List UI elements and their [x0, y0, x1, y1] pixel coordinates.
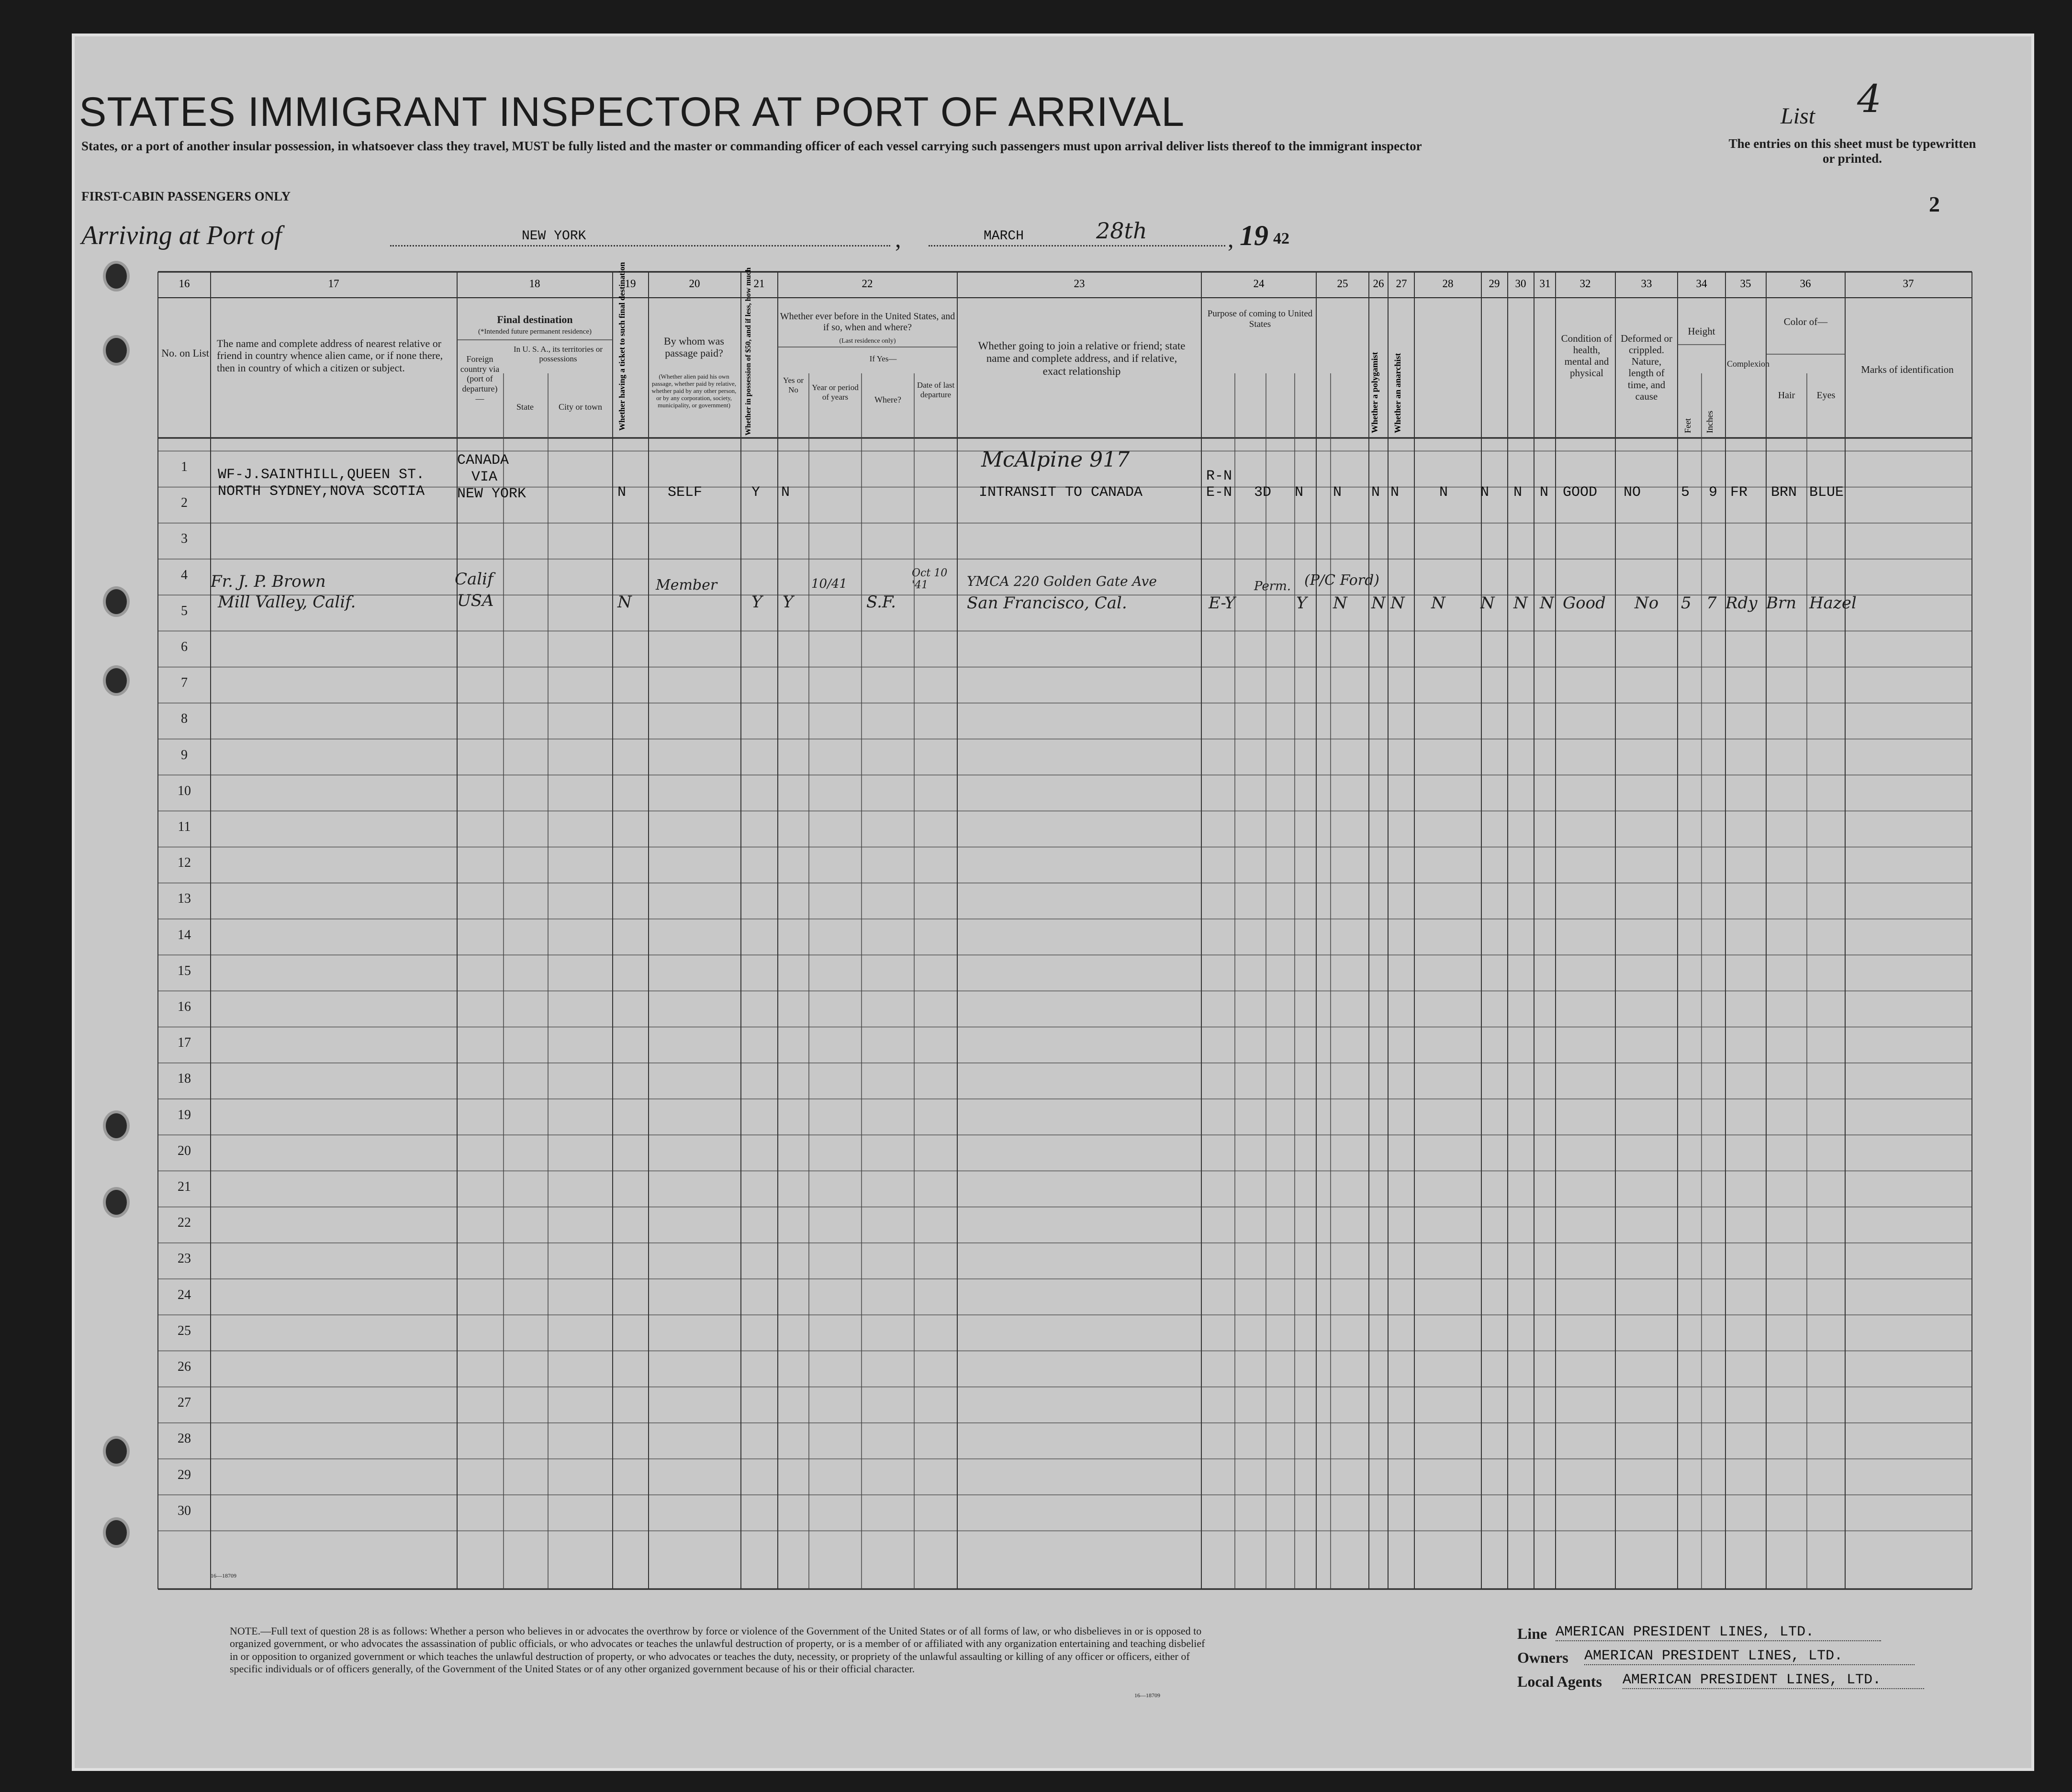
entry4-join-line2: San Francisco, Cal. [967, 594, 1127, 613]
owners-label: Owners [1517, 1649, 1568, 1666]
entry1-relative-line1: WF-J.SAINTHILL,QUEEN ST. [218, 467, 425, 483]
entry4-where: S.F. [866, 593, 896, 612]
punch-hole [103, 335, 130, 366]
entry4-complexion: Rdy [1725, 594, 1758, 613]
punch-hole [103, 1187, 130, 1218]
entry4-hair: Brn [1766, 594, 1797, 613]
column-number: 19 [625, 278, 636, 290]
header-yes-no: Yes or No [783, 376, 804, 394]
entry1-eyes: BLUE [1809, 484, 1844, 501]
entry4-ticket: N [617, 593, 632, 612]
header-date-last: Date of last departure [917, 381, 955, 399]
punch-hole [103, 665, 130, 696]
line-value: AMERICAN PRESIDENT LINES, LTD. [1556, 1624, 1881, 1641]
column-number: 25 [1337, 278, 1348, 290]
entry4-inches: 7 [1706, 594, 1717, 613]
row-number: 5 [181, 603, 188, 618]
entry1-before: N [781, 484, 790, 501]
row-number: 22 [178, 1215, 191, 1231]
header-passage-paid-note: (Whether alien paid his own passage, whether paid by relative, whether paid by any other person, or by any corporation, society, municipality, or government) [651, 373, 737, 409]
header-feet: Feet [1683, 418, 1692, 433]
column-number: 21 [753, 278, 765, 290]
line-label: Line [1517, 1625, 1547, 1642]
owners-value: AMERICAN PRESIDENT LINES, LTD. [1584, 1648, 1915, 1665]
entry1-c28: N [1439, 484, 1448, 501]
column-number: 26 [1373, 278, 1384, 290]
column-number: 23 [1074, 278, 1085, 290]
date-line [929, 245, 1225, 246]
entries-note: The entries on this sheet must be typewritten or printed. [1728, 136, 1976, 166]
column-number: 36 [1800, 278, 1811, 290]
header-eyes: Eyes [1816, 390, 1836, 401]
agents-label: Local Agents [1517, 1673, 1602, 1690]
header-anarchist: Whether an anarchist [1393, 353, 1402, 433]
header-foreign-country: Foreign country via (port of departure)— [460, 354, 500, 403]
header-ticket: Whether having a ticket to such final destination [617, 262, 627, 431]
row-number: 23 [178, 1251, 191, 1266]
punch-hole [103, 586, 130, 617]
header-deformed: Deformed or crippled. Nature, length of time, and cause [1621, 333, 1672, 402]
entry1-join: INTRANSIT TO CANADA [979, 484, 1143, 501]
row-number: 13 [178, 891, 191, 907]
column-number: 35 [1740, 278, 1751, 290]
punch-hole [103, 1110, 130, 1141]
row-number: 26 [178, 1359, 191, 1374]
row-number: 27 [178, 1395, 191, 1411]
entry1-annotation: McAlpine 917 [981, 448, 1130, 472]
entry4-paid-by: Member [656, 577, 717, 594]
punch-hole [103, 1517, 130, 1548]
page-title: STATES IMMIGRANT INSPECTOR AT PORT OF ARRIVAL [79, 89, 1185, 135]
header-polygamist: Whether a polygamist [1370, 352, 1379, 433]
header-health: Condition of health, mental and physical [1561, 333, 1613, 379]
row-number: 1 [181, 459, 188, 474]
list-number: 4 [1857, 77, 1882, 121]
entry1-dest-line1: CANADA [457, 452, 509, 469]
column-number: 28 [1442, 278, 1454, 290]
column-number: 34 [1696, 278, 1707, 290]
entry1-purpose-line1: R-N [1206, 468, 1232, 484]
row-number: 10 [178, 783, 191, 798]
class-line: FIRST-CABIN PASSENGERS ONLY [81, 189, 291, 203]
punch-hole [103, 261, 130, 291]
column-number: 16 [179, 278, 190, 290]
header-height: Height [1688, 325, 1715, 337]
row-number: 11 [178, 819, 191, 834]
entry4-purpose: E-Y [1209, 594, 1235, 613]
column-number: 32 [1579, 278, 1591, 290]
entry1-ticket: N [617, 484, 627, 501]
header-before-in-us: Whether ever before in the United States, and if so, when and where? [780, 311, 955, 333]
column-number: 29 [1489, 278, 1500, 290]
entry1-c30: N [1513, 484, 1523, 501]
row-number: 17 [178, 1035, 191, 1051]
entry4-dest-line1: Calif [455, 570, 493, 589]
header-year: Year or period of years [812, 383, 859, 402]
header-complexion: Complexion [1727, 359, 1770, 369]
header-no-on-list: No. on List [161, 347, 209, 359]
row-number: 30 [178, 1503, 191, 1518]
day-value: 28th [1096, 218, 1147, 244]
entry1-dest-line3: NEW YORK [457, 486, 526, 502]
row-number: 2 [181, 495, 188, 511]
page-number: 2 [1929, 192, 1940, 216]
row-number: 15 [178, 963, 191, 978]
entry1-c27: N [1390, 484, 1400, 501]
header-if-yes: If Yes— [869, 354, 897, 363]
column-number: 33 [1641, 278, 1652, 290]
header-final-destination: Final destination [497, 314, 573, 325]
header-before-note: (Last residence only) [839, 337, 896, 345]
entry1-complexion: FR [1730, 484, 1748, 501]
header-join-relative: Whether going to join a relative or friend; state name and complete address, and if relative, exact relationship [978, 340, 1186, 377]
column-number: 31 [1539, 278, 1551, 290]
entry4-year: 10/41 [811, 577, 847, 591]
comma: , [895, 225, 901, 252]
entry4-dest-line2: USA [457, 591, 494, 610]
column-number: 18 [529, 278, 540, 290]
row-number: 19 [178, 1107, 191, 1122]
entry1-c29: N [1480, 484, 1490, 501]
row-number: 16 [178, 999, 191, 1014]
row-number: 8 [181, 711, 188, 727]
entry4-eyes: Hazel [1809, 594, 1857, 613]
list-label: List [1781, 103, 1815, 129]
column-number: 17 [328, 278, 339, 290]
page-subtitle: States, or a port of another insular possession, in whatsoever class they travel, MUST be fully listed and the master or commanding officer of each vessel carrying such passengers must upon arrival deliver lists thereof to the immigrant inspector [81, 139, 1422, 153]
entry4-c27: N [1390, 594, 1405, 613]
column-number: 22 [862, 278, 873, 290]
header-purpose: Purpose of coming to United States [1207, 309, 1313, 329]
header-hair: Hair [1778, 390, 1795, 401]
port-line [390, 245, 890, 246]
month-value: MARCH [984, 229, 1024, 244]
column-number: 30 [1515, 278, 1526, 290]
entry4-c25-note: (P/C Ford) [1304, 572, 1379, 589]
entry4-health: Good [1563, 594, 1606, 613]
year-prefix: 19 [1240, 220, 1268, 251]
entry4-c26: N [1371, 594, 1386, 613]
row-number: 14 [178, 927, 191, 942]
column-number: 37 [1903, 278, 1914, 290]
row-number: 28 [178, 1431, 191, 1446]
entry1-paid-by: SELF [668, 484, 703, 501]
entry1-health: GOOD [1563, 484, 1598, 501]
row-number: 3 [181, 531, 188, 547]
entry4-relative-line1: Fr. J. P. Brown [211, 572, 326, 591]
form-number-bottom: 16—18709 [211, 1572, 236, 1579]
entry1-length-stay: 3D [1254, 484, 1272, 501]
header-in-usa: In U. S. A., its territories or possessions [513, 345, 603, 363]
port-value: NEW YORK [522, 229, 586, 244]
punch-hole [103, 1436, 130, 1467]
header-fifty-dollars: Whether in possession of $50, and if less, how much [744, 267, 752, 436]
header-inches: Inches [1705, 411, 1714, 433]
column-number: 27 [1396, 278, 1407, 290]
entry4-join-line1: YMCA 220 Golden Gate Ave [967, 573, 1157, 589]
entry4-c30: N [1513, 594, 1528, 613]
entry1-c25b: N [1333, 484, 1342, 501]
row-number: 7 [181, 675, 188, 691]
entry4-length-stay: Perm. [1254, 579, 1291, 594]
column-number: 20 [689, 278, 700, 290]
entry1-has50: Y [751, 484, 761, 501]
entry4-deformed: No [1635, 594, 1659, 613]
row-number: 6 [181, 639, 188, 654]
entry1-hair: BRN [1771, 484, 1797, 501]
row-number: 20 [178, 1143, 191, 1158]
entry4-c28: N [1431, 594, 1445, 613]
row-number: 21 [178, 1179, 191, 1194]
entry1-purpose-line2: E-N [1206, 484, 1232, 501]
row-number: 18 [178, 1071, 191, 1086]
entry4-c25b: N [1333, 594, 1347, 613]
header-marks: Marks of identification [1861, 364, 1954, 375]
header-nearest-relative: The name and complete address of nearest relative or friend in country whence alien came, or if none there, then in country of which a citizen or subject. [217, 337, 443, 374]
column-number: 24 [1253, 278, 1265, 290]
arriving-label: Arriving at Port of [81, 221, 282, 250]
header-state: State [516, 402, 534, 412]
form-number-footer: 16—18709 [1134, 1692, 1160, 1699]
entry4-c29: N [1480, 594, 1495, 613]
row-number: 4 [181, 567, 188, 582]
footer-note: NOTE.—Full text of question 28 is as follows: Whether a person who believes in or advocates the overthrow by force or violence of the Government of the United States or of all forms of law, or who disbelieves in or is opposed to organized government, or who advocates the assassination of public officials, or who advocates or teaches the unlawful destruction of property, or is a member of or affiliated with any organization entertaining and teaching disbelief in or opposition to organized government or which teaches the unlawful destruction of property, or who advocates or teaches the duty, necessity, or propriety of the unlawful assaulting or killing of any officer or officers, either of specific individuals or of officers generally, of the Government of the United States or of any other organized government because of his or their official character. [230, 1625, 1205, 1675]
header-city: City or town [558, 402, 602, 412]
row-number: 25 [178, 1323, 191, 1338]
header-where: Where? [874, 395, 901, 404]
entry4-has50: Y [751, 593, 762, 612]
entry1-c26: N [1371, 484, 1380, 501]
entry4-c31: N [1540, 594, 1554, 613]
entry1-relative-line2: NORTH SYDNEY,NOVA SCOTIA [218, 483, 425, 500]
entry1-inches: 9 [1709, 484, 1718, 501]
entry4-c25a: Y [1296, 594, 1307, 613]
comma-2: , [1228, 225, 1234, 252]
entry1-feet: 5 [1681, 484, 1690, 501]
agents-value: AMERICAN PRESIDENT LINES, LTD. [1623, 1672, 1924, 1689]
header-passage-paid: By whom was passage paid? [664, 335, 724, 359]
row-number: 29 [178, 1467, 191, 1482]
entry4-feet: 5 [1681, 594, 1691, 613]
header-color-of: Color of— [1783, 316, 1828, 327]
entry4-before: Y [783, 593, 794, 612]
entry4-relative-line2: Mill Valley, Calif. [218, 593, 356, 612]
entry4-date-last: Oct 10 '41 [912, 567, 948, 591]
header-final-destination-note: (*Intended future permanent residence) [478, 328, 592, 336]
entry1-dest-line2: VIA [471, 469, 498, 485]
entry1-c31: N [1540, 484, 1549, 501]
row-number: 24 [178, 1287, 191, 1302]
year-suffix: 42 [1273, 230, 1289, 247]
row-number: 9 [181, 747, 188, 762]
entry1-c25: N [1295, 484, 1304, 501]
entry1-deformed: NO [1624, 484, 1641, 501]
row-number: 12 [178, 855, 191, 871]
